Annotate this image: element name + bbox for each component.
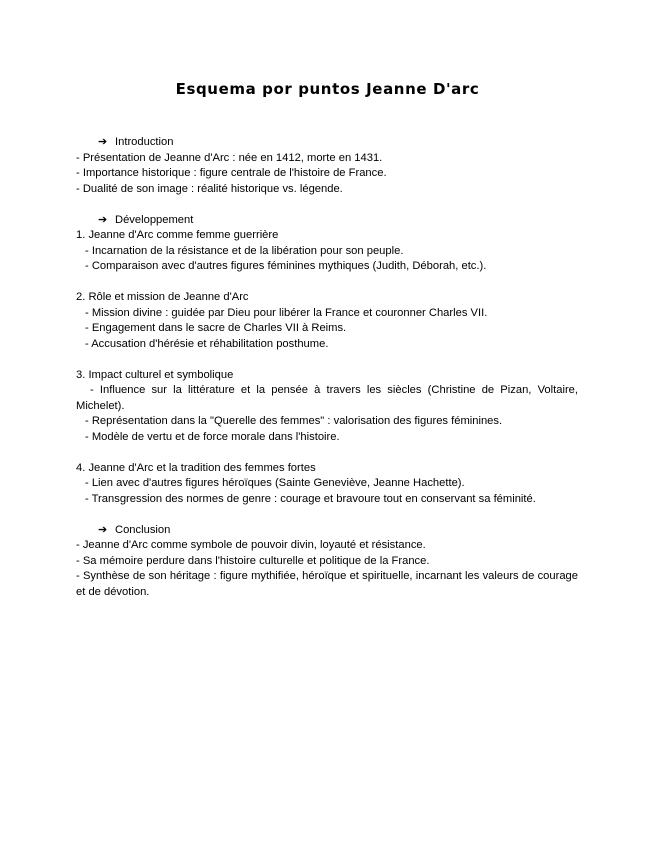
list-item: - Dualité de son image : réalité historique vs. légende. xyxy=(76,182,343,195)
list-item: - Modèle de vertu et de force morale dans l'histoire. xyxy=(85,430,340,443)
spacer xyxy=(76,197,578,213)
document-body xyxy=(76,135,578,600)
arrow-right-icon: ➔ xyxy=(98,523,108,536)
spacer xyxy=(76,507,578,523)
list-item: - Représentation dans la "Querelle des femmes" : valorisation des figures féminines. xyxy=(85,415,503,427)
arrow-right-icon: ➔ xyxy=(98,136,108,148)
list-item: - Présentation de Jeanne d'Arc : née en 1412, morte en 1431. xyxy=(76,151,383,164)
spacer xyxy=(76,445,578,461)
list-item: - Comparaison avec d'autres figures féminines mythiques (Judith, Déborah, etc.). xyxy=(85,260,487,272)
list-item: - Incarnation de la résistance et de la libération pour son peuple. xyxy=(85,244,404,257)
section-title: 2. Rôle et mission de Jeanne d'Arc xyxy=(76,291,249,303)
arrow-right-icon: ➔ xyxy=(98,213,108,226)
spacer xyxy=(76,275,578,291)
list-item: - Importance historique : figure centrale de l'histoire de France. xyxy=(76,167,387,179)
list-item: - Mission divine : guidée par Dieu pour libérer la France et couronner Charles VII. xyxy=(85,306,488,319)
introduction-heading-label: Introduction xyxy=(115,136,174,148)
list-item: - Accusation d'hérésie et réhabilitation posthume. xyxy=(85,337,329,350)
conclusion-heading xyxy=(76,523,578,539)
list-item: - Influence sur la littérature et la pensée à travers les siècles (Christine de Pizan, Voltaire, Michelet). xyxy=(76,384,578,412)
list-item: - Engagement dans le sacre de Charles VII à Reims. xyxy=(85,322,347,334)
development-heading-label: Développement xyxy=(115,213,194,226)
development-heading xyxy=(76,213,578,229)
list-item: - Sa mémoire perdure dans l'histoire culturelle et politique de la France. xyxy=(76,554,430,567)
section-title: 4. Jeanne d'Arc et la tradition des femmes fortes xyxy=(76,461,316,474)
list-item: - Jeanne d'Arc comme symbole de pouvoir divin, loyauté et résistance. xyxy=(76,539,426,551)
conclusion-heading-label: Conclusion xyxy=(115,523,171,536)
introduction-heading xyxy=(76,135,578,151)
list-item: - Transgression des normes de genre : courage et bravoure tout en conservant sa féminité. xyxy=(85,492,536,505)
list-item: - Lien avec d'autres figures héroïques (Sainte Geneviève, Jeanne Hachette). xyxy=(85,477,465,489)
section-title: 1. Jeanne d'Arc comme femme guerrière xyxy=(76,229,279,241)
section-title: 3. Impact culturel et symbolique xyxy=(76,368,234,381)
document-title: Esquema por puntos Jeanne D'arc xyxy=(175,80,480,98)
spacer xyxy=(76,352,578,368)
list-item: - Synthèse de son héritage : figure mythifiée, héroïque et spirituelle, incarnant les valeurs de courage et de dévotion. xyxy=(76,570,578,598)
